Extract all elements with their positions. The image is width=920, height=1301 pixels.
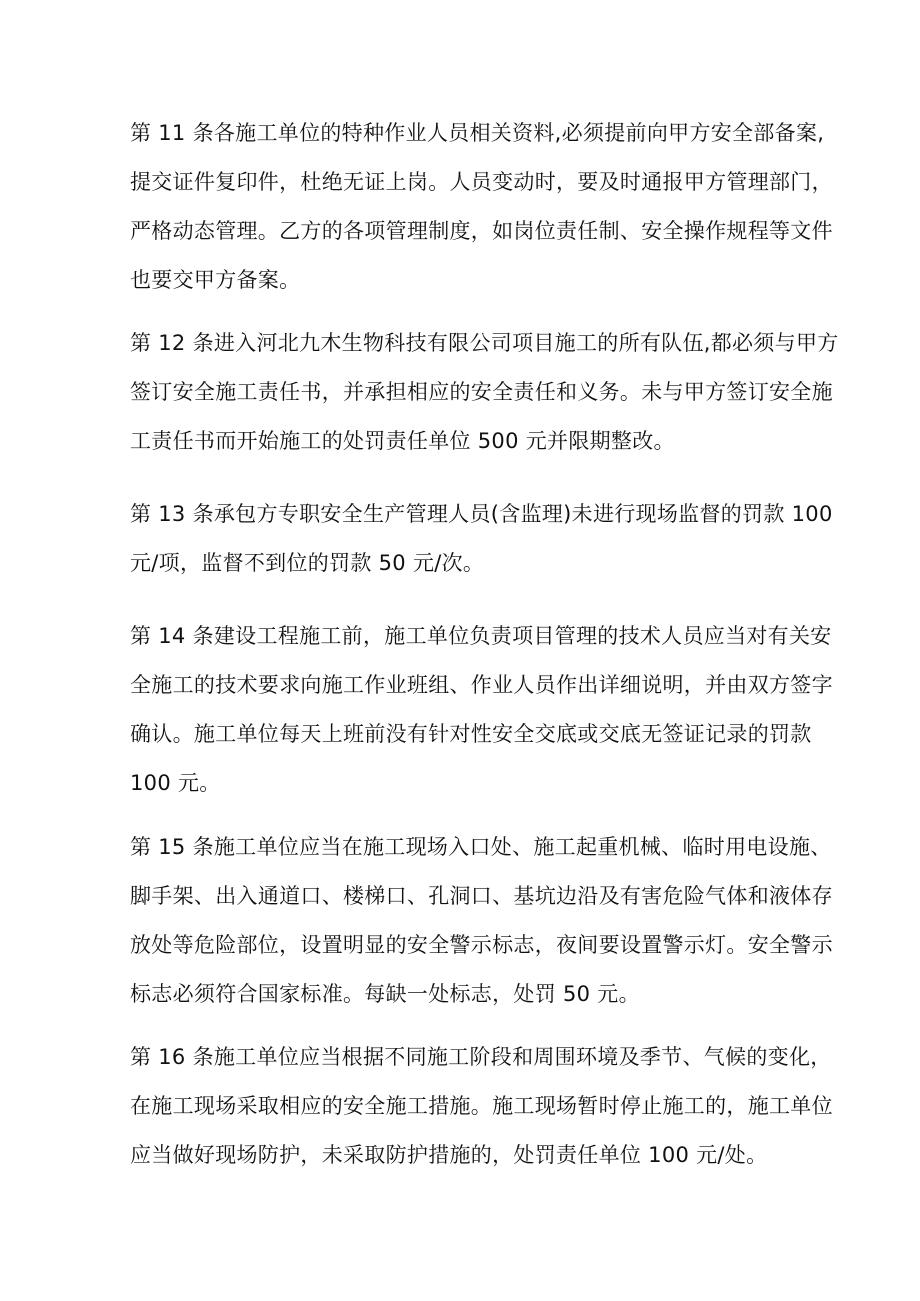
article-line: 第 12 条进入河北九木生物科技有限公司项目施工的所有队伍,都必须与甲方 [130,331,839,355]
article-line: 标志必须符合国家标准。每缺一处标志，处罚 50 元。 [130,982,640,1006]
article-16 [130,1039,833,1173]
article-15 [130,829,833,1012]
article-line: 第 11 条各施工单位的特种作业人员相关资料,必须提前向甲方安全部备案, [130,121,825,145]
article-line: 第 14 条建设工程施工前，施工单位负责项目管理的技术人员应当对有关安 [130,624,832,648]
article-line: 确认。施工单位每天上班前没有针对性安全交底或交底无签证记录的罚款 [130,722,812,746]
article-11 [130,115,833,298]
article-line: 提交证件复印件，杜绝无证上岗。人员变动时，要及时通报甲方管理部门， [130,170,833,194]
article-line: 严格动态管理。乙方的各项管理制度，如岗位责任制、安全操作规程等文件 [130,219,833,243]
article-line: 在施工现场采取相应的安全施工措施。施工现场暂时停止施工的，施工单位 [130,1094,833,1118]
article-line: 脚手架、出入通道口、楼梯口、孔洞口、基坑边沿及有害危险气体和液体存 [130,884,833,908]
article-line: 工责任书而开始施工的处罚责任单位 500 元并限期整改。 [130,429,675,453]
article-line: 元/项，监督不到位的罚款 50 元/次。 [130,551,485,575]
article-line: 全施工的技术要求向施工作业班组、作业人员作出详细说明，并由双方签字 [130,673,833,697]
article-line: 签订安全施工责任书，并承担相应的安全责任和义务。未与甲方签订安全施 [130,380,833,404]
article-line: 也要交甲方备案。 [130,268,301,292]
article-line: 第 13 条承包方专职安全生产管理人员(含监理)未进行现场监督的罚款 100 [130,502,833,526]
article-line: 第 16 条施工单位应当根据不同施工阶段和周围环境及季节、气候的变化， [130,1045,832,1069]
article-12 [130,325,839,459]
article-line: 应当做好现场防护，未采取防护措施的，处罚责任单位 100 元/处。 [130,1143,768,1167]
article-14 [130,618,833,801]
article-line: 100 元。 [130,771,221,795]
article-line: 第 15 条施工单位应当在施工现场入口处、施工起重机械、临时用电设施、 [130,835,832,859]
article-13 [130,496,833,581]
article-line: 放处等危险部位，设置明显的安全警示标志，夜间要设置警示灯。安全警示 [130,933,833,957]
